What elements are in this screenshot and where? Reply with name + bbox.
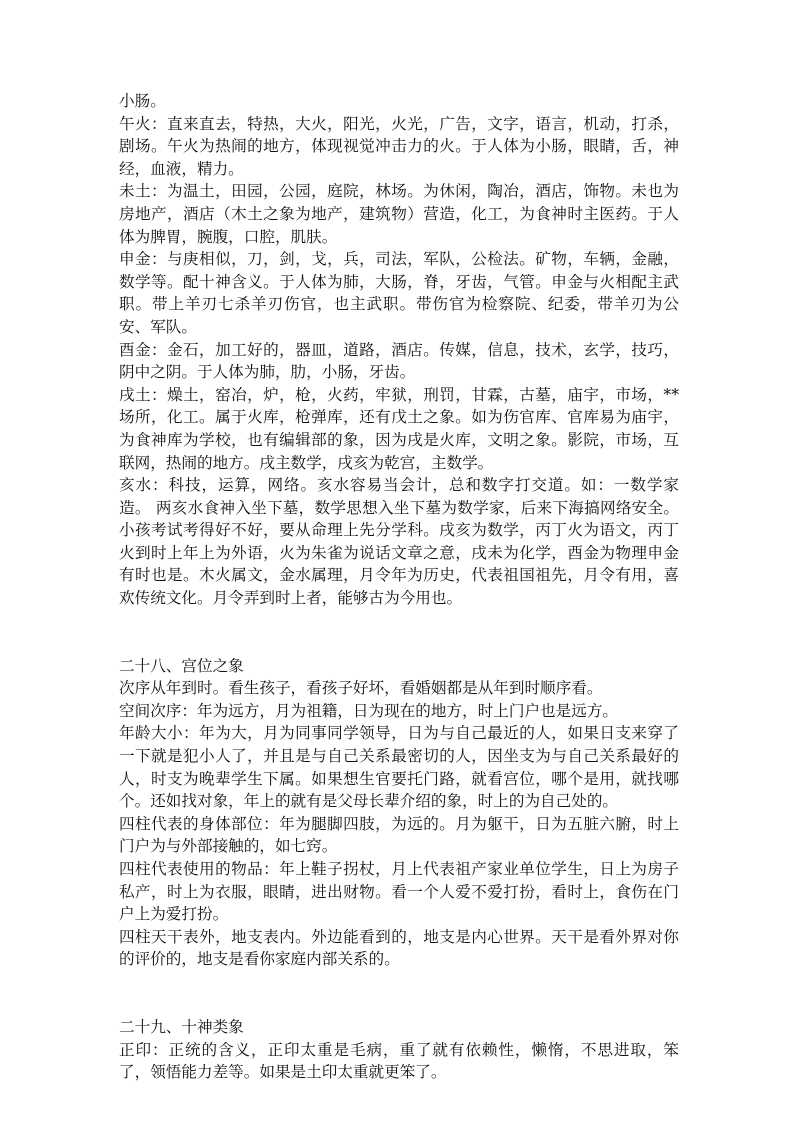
document-page <box>119 90 679 1084</box>
paragraph-body-parts: 四柱代表的身体部位：年为腿脚四肢，为远的。月为躯干，日为五脏六腑，时上门户为与外部接触的，如七窍。 <box>119 814 679 856</box>
paragraph-you-metal: 酉金：金石，加工好的，器皿，道路，酒店。传媒，信息，技术，玄学，技巧，阴中之阴。于人体为肺，肋，小肠，牙齿。 <box>119 340 679 382</box>
paragraph-xiaochang: 小肠。 <box>119 92 166 110</box>
paragraph-stems-branches: 四柱天干表外，地支表内。外边能看到的，地支是内心世界。天干是看外界对你的评价的，地支是看你家庭内部关系的。 <box>119 927 679 969</box>
paragraph-space-order: 空间次序：年为远方，月为祖籍，日为现在的地方，时上门户也是远方。 <box>119 701 619 720</box>
paragraph-xu-earth: 戌土：燥土，窑冶，炉，枪，火药，牢狱，刑罚，甘霖，古墓，庙宇，市场，**场所，化工。属于火库，枪弹库，还有戊土之象。如为伤官库、官库易为庙宇，为食神库为学校，也有编辑部的象，因为戌是火库，文明之象。影院，市场，互联网，热闹的地方。戌主数学，戌亥为乾宫，主数学。 <box>119 385 679 472</box>
paragraph-objects: 四柱代表使用的物品：年上鞋子拐杖，月上代表祖产家业单位学生，日上为房子私产，时上为衣服，眼睛，进出财物。看一个人爱不爱打扮，看时上，食伤在门户上为爱打扮。 <box>119 860 679 924</box>
section-heading-28: 二十八、宫位之象 <box>119 656 244 675</box>
paragraph-order: 次序从年到时。看生孩子，看孩子好坏，看婚姻都是从年到时顺序看。 <box>119 679 603 698</box>
section-heading-29: 二十九、十神类象 <box>119 1017 244 1036</box>
section-spacer <box>119 971 679 1016</box>
paragraph-wei-earth: 未土：为温土，田园，公园，庭院，林场。为休闲，陶冶，酒店，饰物。未也为房地产，酒店（木土之象为地产，建筑物）营造，化工，为食神时主医药。于人体为脾胃，腕腹，口腔，肌肤。 <box>119 182 679 246</box>
section-spacer <box>119 610 679 655</box>
paragraph-wu-fire: 午火：直来直去，特热，大火，阳光，火光，广告，文字，语言，机动，打杀，剧场。午火为热闹的地方，体现视觉冲击力的火。于人体为小肠，眼睛，舌，神经，血液，精力。 <box>119 114 679 178</box>
paragraph-zhengyin: 正印：正统的含义，正印太重是毛病，重了就有依赖性，懒惰，不思进取，笨了，领悟能力差等。如果是土印太重就更笨了。 <box>119 1040 679 1082</box>
paragraph-shen-metal: 申金：与庚相似，刀，剑，戈，兵，司法，军队，公检法。矿物，车辆，金融，数学等。配十神含义。于人体为肺，大肠，脊，牙齿，气管。申金与火相配主武职。带上羊刃七杀羊刃伤官，也主武职。带伤官为检察院、纪委，带羊刃为公安、军队。 <box>119 250 679 336</box>
paragraph-age: 年龄大小：年为大，月为同事同学领导，日为与自己最近的人，如果日支来穿了一下就是犯小人了，并且是与自己关系最密切的人，因坐支为与自己关系最好的人，时支为晚辈学生下属。如果想生官要托门路，就看宫位，哪个是用，就找哪个。还如找对象，年上的就有是父母长辈介绍的象，时上的为自己处的。 <box>119 724 679 811</box>
paragraph-hai-water: 亥水：科技，运算，网络。亥水容易当会计，总和数字打交道。如：一数学家造。 两亥水食神入坐下墓，数学思想入坐下墓为数学家，后来下海搞网络安全。小孩考试考得好不好，要从命理上先分学科。戌亥为数学，丙丁火为语文，丙丁火到时上年上为外语，火为朱雀为说话文章之意，戌未为化学，酉金为物理申金有时也是。木火属文，金水属理，月令年为历史，代表祖国祖先，月令有用，喜欢传统文化。月令弄到时上者，能够古为今用也。 <box>119 476 679 608</box>
